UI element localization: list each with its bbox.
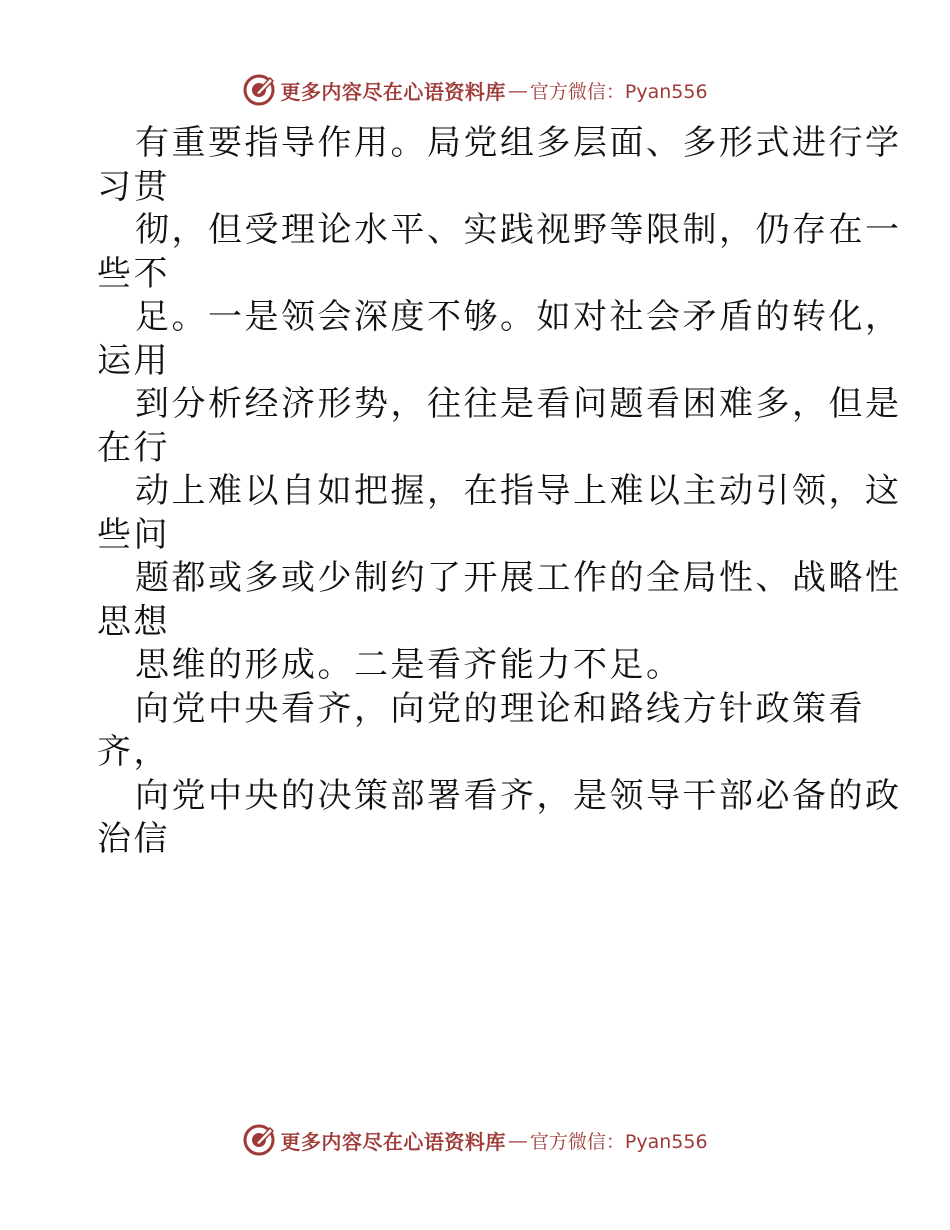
footer-banner-separator: — xyxy=(507,1128,528,1152)
text-line: 题都或多或少制约了开展工作的全局性、战略性 xyxy=(135,558,902,598)
brand-logo-icon xyxy=(242,73,276,107)
footer-banner-title: 更多内容尽在心语资料库 xyxy=(280,1129,506,1154)
text-line: 向党中央看齐，向党的理论和路线方针政策看 xyxy=(135,688,865,729)
text-line: 治信 xyxy=(97,819,170,859)
text-line: 彻，但受理论水平、实践视野等限制，仍存在一 xyxy=(135,210,902,250)
text-line: 有重要指导作用。局党组多层面、多形式进行学 xyxy=(135,123,902,163)
brand-logo-icon xyxy=(242,1123,276,1157)
text-line: 思想 xyxy=(97,601,170,642)
text-line: 思维的形成。二是看齐能力不足。 xyxy=(135,645,683,685)
footer-banner-wechat: 官方微信：Pyan556 xyxy=(529,1130,708,1153)
text-line: 习贯 xyxy=(97,166,170,207)
text-line: 到分析经济形势，往往是看问题看困难多，但是 xyxy=(135,384,902,424)
footer-banner xyxy=(0,1120,950,1160)
header-banner-wechat: 官方微信：Pyan556 xyxy=(529,80,708,103)
header-banner xyxy=(0,70,950,110)
text-line: 齐， xyxy=(97,732,170,772)
header-banner-separator: — xyxy=(507,78,528,102)
text-line: 些问 xyxy=(97,514,170,555)
text-line: 运用 xyxy=(97,340,170,381)
document-body xyxy=(97,122,902,862)
text-line: 在行 xyxy=(97,427,170,468)
header-banner-title: 更多内容尽在心语资料库 xyxy=(280,79,506,104)
text-line: 向党中央的决策部署看齐，是领导干部必备的政 xyxy=(135,775,902,816)
text-line: 足。一是领会深度不够。如对社会矛盾的转化， xyxy=(135,297,902,337)
text-line: 动上难以自如把握，在指导上难以主动引领，这 xyxy=(135,471,902,511)
text-line: 些不 xyxy=(97,253,170,294)
